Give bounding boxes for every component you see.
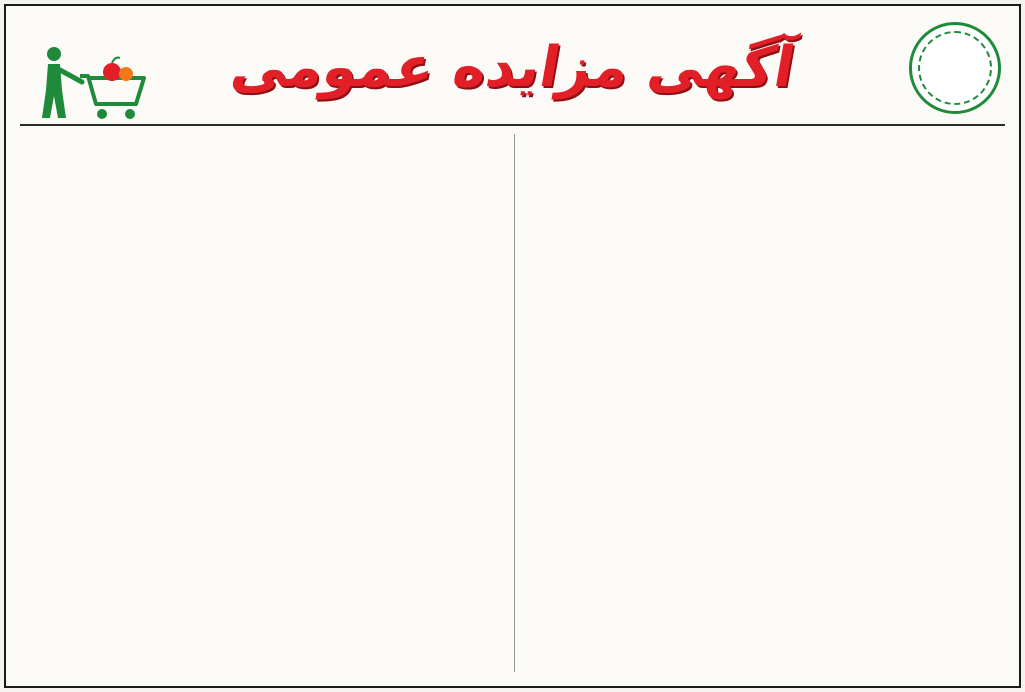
header-rule — [20, 124, 1005, 126]
notice-title-text: آگهی مزایده عمومی — [225, 35, 800, 100]
notice-title — [186, 28, 839, 108]
notice-right-column — [533, 134, 1003, 672]
shopping-cart-icon — [32, 42, 152, 122]
municipality-logo-icon — [909, 22, 1001, 114]
notice-header — [6, 6, 1019, 124]
column-divider — [514, 134, 515, 672]
notice-left-column — [22, 134, 492, 672]
notice-frame — [4, 4, 1021, 688]
